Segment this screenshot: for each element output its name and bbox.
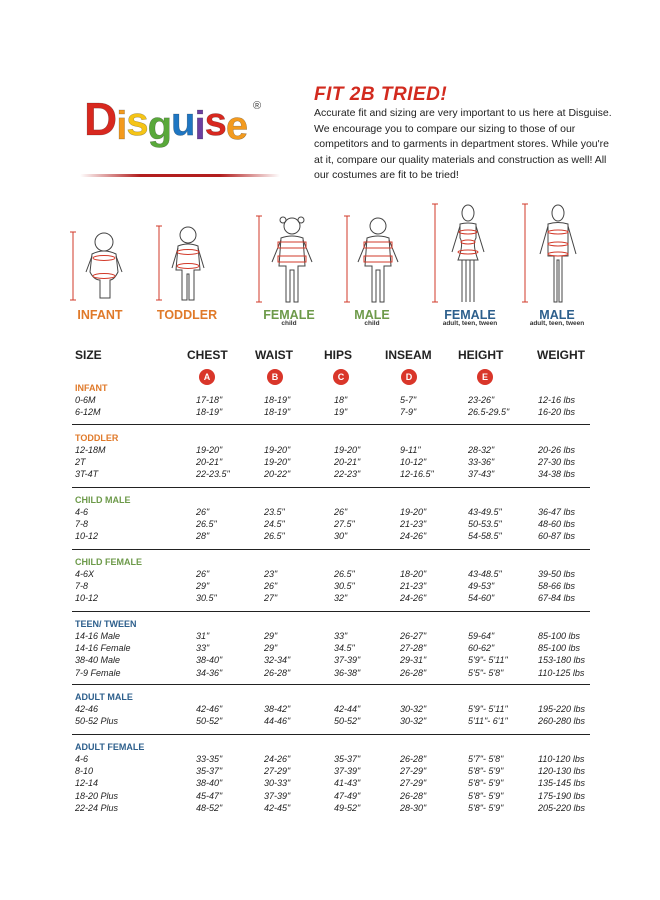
adult-male-figure (522, 200, 588, 306)
table-cell: 54-58.5" (468, 531, 502, 542)
table-cell: 110-125 lbs (538, 667, 585, 678)
size-cell: 6-12M (75, 407, 101, 418)
section-divider (72, 487, 590, 488)
table-cell: 27-29" (400, 766, 427, 777)
table-cell: 50-53.5" (468, 519, 502, 530)
table-cell: 27-29" (264, 766, 291, 777)
table-cell: 7-9" (400, 407, 417, 418)
table-cell: 21-23" (400, 581, 427, 592)
table-cell: 27.5" (334, 519, 355, 530)
table-cell: 38-42" (264, 704, 291, 714)
table-cell: 22-23.5" (196, 469, 230, 480)
size-cell: 7-8 (75, 519, 89, 530)
table-cell: 30" (334, 531, 348, 542)
table-cell: 18-20" (400, 569, 427, 579)
table-cell: 110-120 lbs (538, 754, 585, 764)
header-height: HEIGHT (458, 348, 504, 362)
table-cell: 26" (196, 569, 210, 579)
table-cell: 44-46" (264, 716, 291, 727)
badge-chest: A (199, 369, 215, 385)
figure-sub-child-male: child (364, 320, 380, 327)
logo-letter: D (84, 93, 117, 145)
registered-mark: ® (253, 100, 262, 112)
table-cell: 38-40" (196, 778, 223, 789)
badge-waist: B (267, 369, 283, 385)
size-cell: 14-16 Female (75, 643, 131, 654)
section-divider (72, 549, 590, 550)
size-cell: 2T (75, 457, 86, 468)
section-title: TODDLER (75, 433, 119, 443)
table-cell: 31" (196, 631, 210, 641)
table-cell: 29-31" (400, 655, 427, 666)
table-cell: 5-7" (400, 395, 417, 405)
table-cell: 18-19" (264, 407, 291, 418)
table-cell: 19-20" (264, 457, 291, 468)
fit-intro-text: Accurate fit and sizing are very important to us here at Disguise. We encourage you to compare our sizing to those of our competitors and to garments in department stores. While you're at it, compare our quality materials and construction as well! All our costumes are fit to be tried! (314, 107, 612, 182)
table-cell: 29" (196, 581, 210, 592)
table-cell: 18-19" (196, 407, 223, 418)
table-cell: 20-26 lbs (538, 445, 576, 455)
section-divider (72, 734, 590, 735)
badge-hips: C (333, 369, 349, 385)
table-cell: 27-28" (400, 643, 427, 654)
table-cell: 27-29" (400, 778, 427, 789)
size-cell: 38-40 Male (75, 655, 121, 666)
table-cell: 47-49" (334, 790, 361, 801)
table-cell: 42-45" (264, 802, 291, 813)
table-cell: 34-36" (196, 667, 223, 678)
table-cell: 27-30 lbs (538, 457, 576, 468)
table-cell: 36-47 lbs (538, 507, 576, 517)
size-cell: 14-16 Male (75, 631, 121, 641)
table-cell: 59-64" (468, 631, 495, 641)
table-cell: 32" (334, 593, 348, 604)
table-cell: 5'9"- 5'11" (468, 655, 508, 666)
size-cell: 22-24 Plus (75, 802, 119, 813)
table-cell: 85-100 lbs (538, 631, 581, 641)
table-cell: 20-21" (334, 457, 361, 468)
table-cell: 30-32" (400, 704, 427, 714)
table-cell: 29" (264, 631, 278, 641)
table-cell: 33-36" (468, 457, 495, 468)
table-cell: 18" (334, 395, 348, 405)
section-title: INFANT (75, 383, 108, 393)
table-cell: 175-190 lbs (538, 790, 586, 801)
table-cell: 26-28" (264, 667, 291, 678)
table-cell: 37-39" (264, 790, 291, 801)
section-title: TEEN/ TWEEN (75, 619, 137, 629)
size-cell: 12-14 (75, 778, 99, 789)
table-cell: 120-130 lbs (538, 766, 586, 777)
table-cell: 26.5" (334, 569, 355, 579)
infant-figure (70, 228, 130, 304)
header-weight: WEIGHT (537, 348, 585, 362)
table-cell: 5'8"- 5'9" (468, 802, 504, 813)
table-cell: 28-32" (468, 445, 495, 455)
figure-label-child-male: MALE (354, 308, 390, 322)
figure-label-infant: INFANT (77, 308, 123, 322)
table-cell: 29" (264, 643, 278, 654)
size-cell: 4-6X (75, 569, 95, 579)
table-cell: 27" (264, 593, 278, 604)
table-cell: 49-52" (334, 802, 361, 813)
header-chest: CHEST (187, 348, 228, 362)
table-cell: 5'8"- 5'9" (468, 790, 504, 801)
table-cell: 20-21" (196, 457, 223, 468)
table-cell: 24.5" (264, 519, 285, 530)
size-cell: 10-12 (75, 593, 99, 604)
table-cell: 260-280 lbs (538, 716, 586, 727)
table-cell: 26-28" (400, 754, 427, 764)
table-cell: 43-49.5" (468, 507, 502, 517)
table-cell: 49-53" (468, 581, 495, 592)
table-cell: 48-52" (196, 802, 223, 813)
table-cell: 43-48.5" (468, 569, 502, 579)
logo-letter: e (225, 104, 248, 148)
table-cell: 12-16 lbs (538, 395, 576, 405)
size-cell: 4-6 (75, 754, 89, 764)
size-cell: 50-52 Plus (75, 716, 119, 727)
toddler-figure (156, 222, 216, 304)
table-cell: 135-145 lbs (538, 778, 586, 789)
table-cell: 26" (196, 507, 210, 517)
table-cell: 19" (334, 407, 348, 418)
size-cell: 12-18M (75, 445, 106, 455)
header-hips: HIPS (324, 348, 353, 362)
figure-label-adult-male: MALE (539, 308, 575, 322)
table-cell: 26-27" (400, 631, 427, 641)
table-cell: 9-11" (400, 445, 421, 455)
badge-inseam: D (401, 369, 417, 385)
table-cell: 26.5-29.5" (468, 407, 510, 418)
section-title: CHILD MALE (75, 495, 131, 505)
logo-letter: s (204, 100, 226, 144)
table-cell: 23-26" (468, 395, 495, 405)
section-title: ADULT FEMALE (75, 742, 145, 752)
table-cell: 33" (334, 631, 348, 641)
table-cell: 28" (196, 531, 210, 542)
table-cell: 19-20" (400, 507, 427, 517)
figure-label-child-female: FEMALE (263, 308, 315, 322)
table-cell: 37-39" (334, 655, 361, 666)
logo-letter: i (116, 104, 127, 148)
table-cell: 153-180 lbs (538, 655, 586, 666)
table-cell: 42-46" (196, 704, 223, 714)
table-cell: 5'8"- 5'9" (468, 766, 504, 777)
table-cell: 33" (196, 643, 210, 654)
figure-sub-adult-male: adult, teen, tween (529, 320, 585, 327)
size-cell: 10-12 (75, 531, 99, 542)
disguise-logo (84, 93, 262, 162)
table-cell: 12-16.5" (400, 469, 434, 480)
header-inseam: INSEAM (385, 348, 432, 362)
size-cell: 42-46 (75, 704, 99, 714)
table-cell: 26" (334, 507, 348, 517)
table-cell: 26.5" (196, 519, 217, 530)
table-cell: 34.5" (334, 643, 355, 654)
table-cell: 67-84 lbs (538, 593, 576, 604)
table-cell: 26.5" (264, 531, 285, 542)
table-cell: 39-50 lbs (538, 569, 576, 579)
table-cell: 38-40" (196, 655, 223, 666)
size-cell: 7-8 (75, 581, 89, 592)
table-cell: 26" (264, 581, 278, 592)
child-male-figure (344, 212, 408, 306)
table-cell: 26-28" (400, 790, 427, 801)
table-cell: 45-47" (196, 790, 223, 801)
table-cell: 5'7"- 5'8" (468, 754, 504, 764)
header-size: SIZE (75, 348, 102, 362)
table-cell: 30.5" (196, 593, 217, 604)
table-cell: 24-26" (400, 531, 427, 542)
table-cell: 33-35" (196, 754, 223, 764)
section-divider (72, 684, 590, 685)
table-cell: 205-220 lbs (538, 802, 586, 813)
size-cell: 18-20 Plus (75, 790, 119, 801)
logo-underline (80, 174, 280, 177)
badge-height: E (477, 369, 493, 385)
table-cell: 35-37" (334, 754, 361, 764)
table-cell: 37-43" (468, 469, 495, 480)
figure-label-adult-female: FEMALE (444, 308, 496, 322)
table-cell: 5'5"- 5'8" (468, 667, 504, 678)
table-cell: 50-52" (196, 716, 223, 727)
table-cell: 26-28" (400, 667, 427, 678)
table-cell: 24-26" (400, 593, 427, 604)
table-cell: 42-44" (334, 704, 361, 714)
figure-sub-adult-female: adult, teen, tween (442, 320, 498, 327)
table-cell: 21-23" (400, 519, 427, 530)
table-cell: 22-23" (334, 469, 361, 480)
section-divider (72, 424, 590, 425)
table-cell: 16-20 lbs (538, 407, 576, 418)
section-title: CHILD FEMALE (75, 557, 142, 567)
fit-title: FIT 2B TRIED! (314, 84, 448, 105)
section-title: ADULT MALE (75, 692, 133, 702)
header-waist: WAIST (255, 348, 293, 362)
table-cell: 30-32" (400, 716, 427, 727)
section-divider (72, 611, 590, 612)
table-cell: 19-20" (334, 445, 361, 455)
table-cell: 195-220 lbs (538, 704, 586, 714)
table-cell: 34-38 lbs (538, 469, 576, 480)
table-cell: 37-39" (334, 766, 361, 777)
table-cell: 60-87 lbs (538, 531, 576, 542)
table-cell: 58-66 lbs (538, 581, 576, 592)
size-cell: 8-10 (75, 766, 94, 777)
logo-letter: s (126, 100, 148, 144)
table-cell: 18-19" (264, 395, 291, 405)
table-cell: 20-22" (264, 469, 291, 480)
table-cell: 10-12" (400, 457, 427, 468)
table-cell: 35-37" (196, 766, 223, 777)
table-cell: 5'11"- 6'1" (468, 716, 508, 727)
logo-letter: i (194, 104, 205, 148)
table-cell: 19-20" (196, 445, 223, 455)
table-cell: 19-20" (264, 445, 291, 455)
table-cell: 60-62" (468, 643, 495, 654)
size-cell: 3T-4T (75, 469, 99, 480)
logo-letter: u (171, 100, 195, 144)
adult-female-figure (432, 200, 498, 306)
table-cell: 17-18" (196, 395, 223, 405)
table-cell: 30-33" (264, 778, 291, 789)
child-female-figure (256, 212, 320, 306)
table-cell: 28-30" (400, 802, 427, 813)
table-cell: 30.5" (334, 581, 355, 592)
table-cell: 23.5" (264, 507, 285, 517)
table-cell: 24-26" (264, 754, 291, 764)
table-cell: 48-60 lbs (538, 519, 576, 530)
table-cell: 32-34" (264, 655, 291, 666)
table-cell: 41-43" (334, 778, 361, 789)
figure-sub-child-female: child (281, 320, 297, 327)
table-cell: 23" (264, 569, 278, 579)
size-cell: 0-6M (75, 395, 96, 405)
table-cell: 36-38" (334, 667, 361, 678)
size-cell: 4-6 (75, 507, 89, 517)
table-cell: 5'9"- 5'11" (468, 704, 508, 714)
size-cell: 7-9 Female (75, 667, 121, 678)
table-cell: 50-52" (334, 716, 361, 727)
logo-letter: g (147, 104, 172, 148)
table-cell: 54-60" (468, 593, 495, 604)
table-cell: 85-100 lbs (538, 643, 581, 654)
figure-label-toddler: TODDLER (156, 308, 218, 322)
table-cell: 5'8"- 5'9" (468, 778, 504, 789)
